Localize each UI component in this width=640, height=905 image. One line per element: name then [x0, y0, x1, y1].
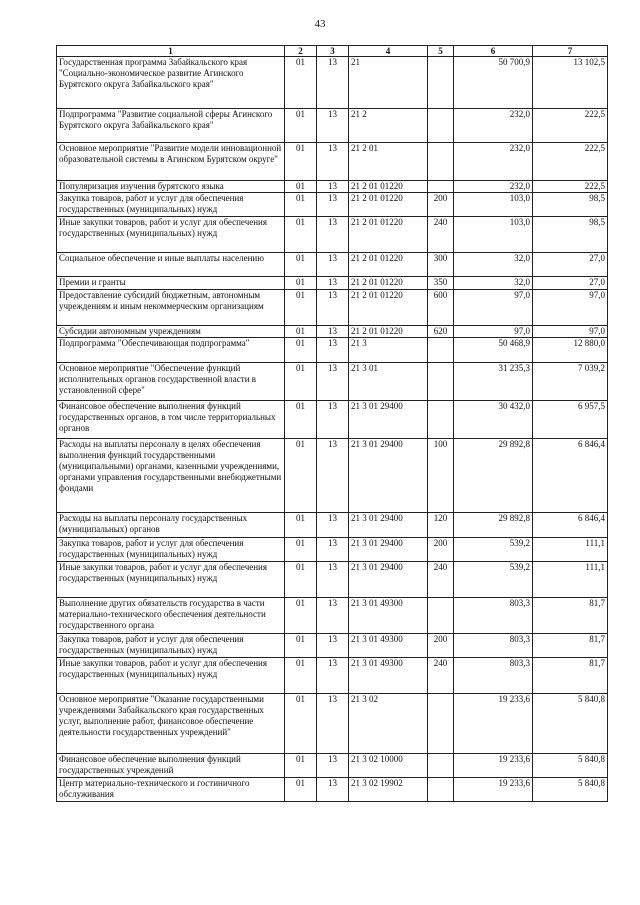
row-name: Расходы на выплаты персоналу в целях обеспечения выполнения функций государственными (муниципальными) органами, казенными учреждениями, органами управления государственными внебюджетными фондами	[57, 439, 285, 513]
row-section: 01	[285, 143, 317, 181]
row-expense-type	[428, 694, 454, 754]
row-subsection: 13	[317, 562, 349, 598]
row-expense-type: 240	[428, 562, 454, 598]
table-row	[57, 109, 608, 143]
row-subsection: 13	[317, 253, 349, 277]
row-target-code: 21 3 01 49300	[349, 598, 428, 634]
table-row	[57, 277, 608, 290]
row-name: Выполнение других обязательств государства в части материально-технического обеспечения деятельности государственного органа	[57, 598, 285, 634]
table-row	[57, 634, 608, 658]
row-name: Финансовое обеспечение выполнения функций государственных органов, в том числе территориальных органов	[57, 401, 285, 439]
row-name: Финансовое обеспечение выполнения функций государственных учреждений	[57, 754, 285, 778]
row-amount-actual: 5 840,8	[533, 778, 608, 802]
row-amount-plan: 539,2	[454, 562, 533, 598]
row-subsection: 13	[317, 217, 349, 253]
row-target-code: 21 3 02 10000	[349, 754, 428, 778]
table-row	[57, 439, 608, 513]
row-section: 01	[285, 326, 317, 338]
table-row	[57, 401, 608, 439]
row-name: Иные закупки товаров, работ и услуг для обеспечения государственных (муниципальных) нужд	[57, 658, 285, 694]
row-amount-plan: 19 233,6	[454, 694, 533, 754]
row-amount-actual: 12 880,0	[533, 338, 608, 363]
row-target-code: 21 2 01 01220	[349, 193, 428, 217]
table-body	[57, 57, 608, 802]
row-target-code: 21 3 01 29400	[349, 401, 428, 439]
row-amount-actual: 111,1	[533, 538, 608, 562]
row-expense-type: 120	[428, 513, 454, 538]
table-row	[57, 57, 608, 109]
row-section: 01	[285, 658, 317, 694]
row-expense-type: 600	[428, 290, 454, 326]
row-target-code: 21 3 01 49300	[349, 658, 428, 694]
row-expense-type	[428, 143, 454, 181]
table-row	[57, 562, 608, 598]
row-amount-plan: 803,3	[454, 634, 533, 658]
row-amount-actual: 6 957,5	[533, 401, 608, 439]
row-subsection: 13	[317, 658, 349, 694]
row-name: Иные закупки товаров, работ и услуг для обеспечения государственных (муниципальных) нужд	[57, 217, 285, 253]
row-amount-plan: 803,3	[454, 658, 533, 694]
row-expense-type	[428, 401, 454, 439]
row-expense-type: 240	[428, 658, 454, 694]
row-expense-type	[428, 338, 454, 363]
row-name: Основное мероприятие "Оказание государственными учреждениями Забайкальского края государственных услуг, выполнение работ, финансовое обеспечение деятельности государственных учреждений"	[57, 694, 285, 754]
table-row	[57, 143, 608, 181]
row-section: 01	[285, 778, 317, 802]
table-row	[57, 658, 608, 694]
row-subsection: 13	[317, 290, 349, 326]
header-col-7: 7	[533, 46, 608, 57]
row-amount-plan: 32,0	[454, 277, 533, 290]
row-target-code: 21 3 01 29400	[349, 439, 428, 513]
row-name: Подпрограмма "Обеспечивающая подпрограмма"	[57, 338, 285, 363]
row-expense-type: 300	[428, 253, 454, 277]
row-target-code: 21 3 02	[349, 694, 428, 754]
row-section: 01	[285, 57, 317, 109]
row-amount-actual: 81,7	[533, 658, 608, 694]
row-section: 01	[285, 598, 317, 634]
row-amount-plan: 32,0	[454, 253, 533, 277]
row-subsection: 13	[317, 193, 349, 217]
row-section: 01	[285, 439, 317, 513]
row-section: 01	[285, 538, 317, 562]
row-name: Предоставление субсидий бюджетным, автономным учреждениям и иным некоммерческим организациям	[57, 290, 285, 326]
row-name: Иные закупки товаров, работ и услуг для обеспечения государственных (муниципальных) нужд	[57, 562, 285, 598]
table-header-row	[57, 46, 608, 57]
table-row	[57, 338, 608, 363]
row-expense-type: 100	[428, 439, 454, 513]
row-amount-plan: 97,0	[454, 326, 533, 338]
table-row	[57, 778, 608, 802]
row-subsection: 13	[317, 181, 349, 193]
row-amount-actual: 5 840,8	[533, 694, 608, 754]
row-name: Закупка товаров, работ и услуг для обеспечения государственных (муниципальных) нужд	[57, 634, 285, 658]
row-target-code: 21 3 01 49300	[349, 634, 428, 658]
row-name: Закупка товаров, работ и услуг для обеспечения государственных (муниципальных) нужд	[57, 538, 285, 562]
row-subsection: 13	[317, 754, 349, 778]
table-row	[57, 598, 608, 634]
row-section: 01	[285, 634, 317, 658]
row-amount-actual: 222,5	[533, 109, 608, 143]
row-target-code: 21	[349, 57, 428, 109]
row-section: 01	[285, 181, 317, 193]
row-amount-actual: 5 840,8	[533, 754, 608, 778]
row-section: 01	[285, 290, 317, 326]
row-target-code: 21 2 01 01220	[349, 253, 428, 277]
row-section: 01	[285, 754, 317, 778]
row-amount-plan: 29 892,8	[454, 439, 533, 513]
row-expense-type: 240	[428, 217, 454, 253]
table-row	[57, 513, 608, 538]
page-number: 43	[314, 18, 326, 30]
row-name: Центр материально-технического и гостиничного обслуживания	[57, 778, 285, 802]
row-amount-actual: 222,5	[533, 143, 608, 181]
row-target-code: 21 3	[349, 338, 428, 363]
row-subsection: 13	[317, 326, 349, 338]
row-amount-actual: 98,5	[533, 193, 608, 217]
row-amount-plan: 232,0	[454, 181, 533, 193]
row-amount-plan: 29 892,8	[454, 513, 533, 538]
row-amount-plan: 30 432,0	[454, 401, 533, 439]
row-name: Расходы на выплаты персоналу государственных (муниципальных) органов	[57, 513, 285, 538]
row-subsection: 13	[317, 401, 349, 439]
row-amount-plan: 50 700,9	[454, 57, 533, 109]
row-expense-type	[428, 778, 454, 802]
row-expense-type: 200	[428, 193, 454, 217]
row-expense-type	[428, 109, 454, 143]
row-target-code: 21 3 01 29400	[349, 513, 428, 538]
row-subsection: 13	[317, 513, 349, 538]
header-col-3: 3	[317, 46, 349, 57]
row-subsection: 13	[317, 57, 349, 109]
row-amount-actual: 81,7	[533, 598, 608, 634]
row-target-code: 21 2 01 01220	[349, 326, 428, 338]
row-name: Субсидии автономным учреждениям	[57, 326, 285, 338]
row-amount-actual: 81,7	[533, 634, 608, 658]
row-expense-type: 350	[428, 277, 454, 290]
row-expense-type	[428, 598, 454, 634]
row-amount-plan: 103,0	[454, 193, 533, 217]
row-section: 01	[285, 694, 317, 754]
row-amount-actual: 222,5	[533, 181, 608, 193]
row-subsection: 13	[317, 338, 349, 363]
row-name: Премии и гранты	[57, 277, 285, 290]
row-section: 01	[285, 109, 317, 143]
header-col-4: 4	[349, 46, 428, 57]
row-subsection: 13	[317, 634, 349, 658]
row-expense-type	[428, 363, 454, 401]
row-section: 01	[285, 338, 317, 363]
row-target-code: 21 3 02 19902	[349, 778, 428, 802]
row-target-code: 21 2	[349, 109, 428, 143]
row-subsection: 13	[317, 694, 349, 754]
row-name: Популяризация изучения бурятского языка	[57, 181, 285, 193]
row-amount-actual: 6 846,4	[533, 439, 608, 513]
row-amount-actual: 97,0	[533, 290, 608, 326]
header-col-5: 5	[428, 46, 454, 57]
row-amount-plan: 19 233,6	[454, 754, 533, 778]
header-col-6: 6	[454, 46, 533, 57]
budget-table	[56, 45, 608, 802]
row-section: 01	[285, 217, 317, 253]
table-row	[57, 754, 608, 778]
row-amount-plan: 103,0	[454, 217, 533, 253]
row-target-code: 21 3 01 29400	[349, 538, 428, 562]
table-row	[57, 193, 608, 217]
row-amount-actual: 97,0	[533, 326, 608, 338]
row-target-code: 21 2 01 01220	[349, 277, 428, 290]
row-amount-plan: 232,0	[454, 143, 533, 181]
row-amount-actual: 6 846,4	[533, 513, 608, 538]
row-amount-actual: 27,0	[533, 253, 608, 277]
row-amount-actual: 111,1	[533, 562, 608, 598]
row-expense-type: 620	[428, 326, 454, 338]
row-subsection: 13	[317, 778, 349, 802]
row-amount-actual: 13 102,5	[533, 57, 608, 109]
table-row	[57, 538, 608, 562]
row-amount-plan: 31 235,3	[454, 363, 533, 401]
row-section: 01	[285, 363, 317, 401]
table-row	[57, 326, 608, 338]
row-subsection: 13	[317, 598, 349, 634]
row-expense-type	[428, 754, 454, 778]
row-target-code: 21 3 01 29400	[349, 562, 428, 598]
header-col-2: 2	[285, 46, 317, 57]
row-amount-plan: 50 468,9	[454, 338, 533, 363]
row-subsection: 13	[317, 109, 349, 143]
table-row	[57, 181, 608, 193]
row-expense-type	[428, 181, 454, 193]
row-subsection: 13	[317, 143, 349, 181]
header-col-1: 1	[57, 46, 285, 57]
row-amount-plan: 232,0	[454, 109, 533, 143]
row-amount-plan: 97,0	[454, 290, 533, 326]
row-target-code: 21 2 01 01220	[349, 217, 428, 253]
row-target-code: 21 3 01	[349, 363, 428, 401]
table-row	[57, 253, 608, 277]
table-row	[57, 290, 608, 326]
row-target-code: 21 2 01 01220	[349, 290, 428, 326]
row-section: 01	[285, 562, 317, 598]
row-name: Закупка товаров, работ и услуг для обеспечения государственных (муниципальных) нужд	[57, 193, 285, 217]
table-row	[57, 217, 608, 253]
row-amount-actual: 98,5	[533, 217, 608, 253]
row-amount-plan: 539,2	[454, 538, 533, 562]
row-target-code: 21 2 01	[349, 143, 428, 181]
row-name: Основное мероприятие "Развитие модели инновационной образовательной системы в Агинском Бурятском округе"	[57, 143, 285, 181]
row-subsection: 13	[317, 363, 349, 401]
row-name: Социальное обеспечение и иные выплаты населению	[57, 253, 285, 277]
row-amount-plan: 803,3	[454, 598, 533, 634]
row-amount-plan: 19 233,6	[454, 778, 533, 802]
row-section: 01	[285, 277, 317, 290]
row-name: Подпрограмма "Развитие социальной сферы Агинского Бурятского округа Забайкальского края"	[57, 109, 285, 143]
table-row	[57, 694, 608, 754]
row-target-code: 21 2 01 01220	[349, 181, 428, 193]
row-section: 01	[285, 193, 317, 217]
row-subsection: 13	[317, 538, 349, 562]
row-expense-type: 200	[428, 538, 454, 562]
row-section: 01	[285, 401, 317, 439]
row-section: 01	[285, 513, 317, 538]
row-name: Основное мероприятие "Обеспечение функций исполнительных органов государственной власти в установленной сфере"	[57, 363, 285, 401]
row-expense-type: 200	[428, 634, 454, 658]
table-row	[57, 363, 608, 401]
row-amount-actual: 27,0	[533, 277, 608, 290]
row-section: 01	[285, 253, 317, 277]
row-amount-actual: 7 039,2	[533, 363, 608, 401]
row-subsection: 13	[317, 439, 349, 513]
row-name: Государственная программа Забайкальского края "Социально-экономическое развитие Агинского Бурятского округа Забайкальского края"	[57, 57, 285, 109]
row-expense-type	[428, 57, 454, 109]
row-subsection: 13	[317, 277, 349, 290]
